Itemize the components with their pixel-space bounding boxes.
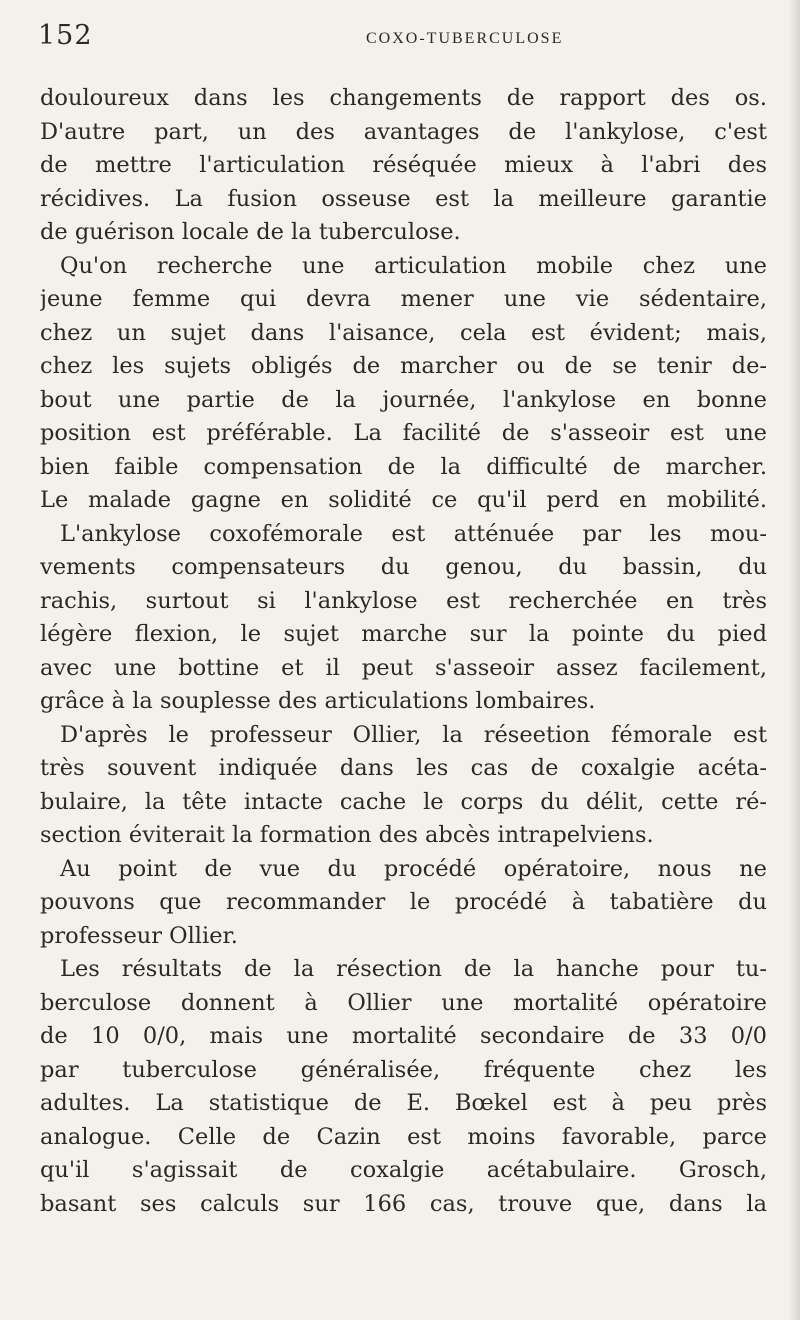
- text-line: Qu'on recherche une articulation mobile chez une: [60, 252, 767, 279]
- text-line: douloureux dans les changements de rapport des os.: [40, 85, 767, 111]
- text-line: qu'il s'agissait de coxalgie acétabulaire. Grosch,: [40, 1157, 767, 1183]
- text-line: très souvent indiquée dans les cas de coxalgie acéta-: [40, 755, 767, 781]
- text-line: récidives. La fusion osseuse est la meilleure garantie: [40, 185, 767, 212]
- text-line: berculose donnent à Ollier une mortalité opératoire: [40, 989, 767, 1016]
- text-line: Les résultats de la résection de la hanche pour tu-: [60, 956, 767, 982]
- text-line: Au point de vue du procédé opératoire, nous ne: [60, 855, 767, 882]
- text-line: basant ses calculs sur 166 cas, trouve que, dans la: [40, 1190, 767, 1217]
- text-line: par tuberculose généralisée, fréquente chez les: [40, 1056, 767, 1083]
- text-line: pouvons que recommander le procédé à tabatière du: [40, 889, 767, 915]
- text-line: Le malade gagne en solidité ce qu'il perd en mobilité.: [40, 487, 767, 513]
- page-number: 152: [38, 20, 93, 51]
- text-line: de 10 0/0, mais une mortalité secondaire de 33 0/0: [40, 1023, 767, 1049]
- text-line: légère flexion, le sujet marche sur la pointe du pied: [40, 621, 767, 647]
- text-line: position est préférable. La facilité de s'asseoir est une: [40, 420, 767, 446]
- text-line: rachis, surtout si l'ankylose est recherchée en très: [40, 587, 767, 614]
- text-line: chez les sujets obligés de marcher ou de se tenir de-: [40, 353, 767, 379]
- text-line: adultes. La statistique de E. Bœkel est à peu près: [40, 1090, 767, 1116]
- text-line: L'ankylose coxofémorale est atténuée par les mou-: [60, 520, 767, 547]
- text-line: D'après le professeur Ollier, la réseetion fémorale est: [60, 721, 767, 748]
- text-line: vements compensateurs du genou, du bassin, du: [40, 554, 767, 580]
- text-line: jeune femme qui devra mener une vie sédentaire,: [40, 286, 767, 312]
- text-line: professeur Ollier.: [40, 922, 238, 949]
- text-line: avec une bottine et il peut s'asseoir assez facilement,: [40, 654, 767, 681]
- text-line: grâce à la souplesse des articulations lombaires.: [40, 688, 596, 714]
- text-line: D'autre part, un des avantages de l'ankylose, c'est: [40, 118, 767, 145]
- text-line: bout une partie de la journée, l'ankylose en bonne: [40, 386, 767, 413]
- text-line: bien faible compensation de la difficulté de marcher.: [40, 453, 767, 480]
- running-head: [38, 20, 768, 60]
- page-edge-shadow: [788, 0, 800, 1320]
- running-title: COXO-TUBERCULOSE: [366, 30, 564, 47]
- text-line: section éviterait la formation des abcès intrapelviens.: [40, 822, 654, 848]
- text-line: de mettre l'articulation réséquée mieux à l'abri des: [40, 152, 767, 178]
- text-line: analogue. Celle de Cazin est moins favorable, parce: [40, 1123, 767, 1150]
- text-line: chez un sujet dans l'aisance, cela est évident; mais,: [40, 319, 767, 346]
- text-line: de guérison locale de la tuberculose.: [40, 219, 461, 245]
- text-line: bulaire, la tête intacte cache le corps du délit, cette ré-: [40, 788, 767, 815]
- body-text: [40, 82, 767, 1221]
